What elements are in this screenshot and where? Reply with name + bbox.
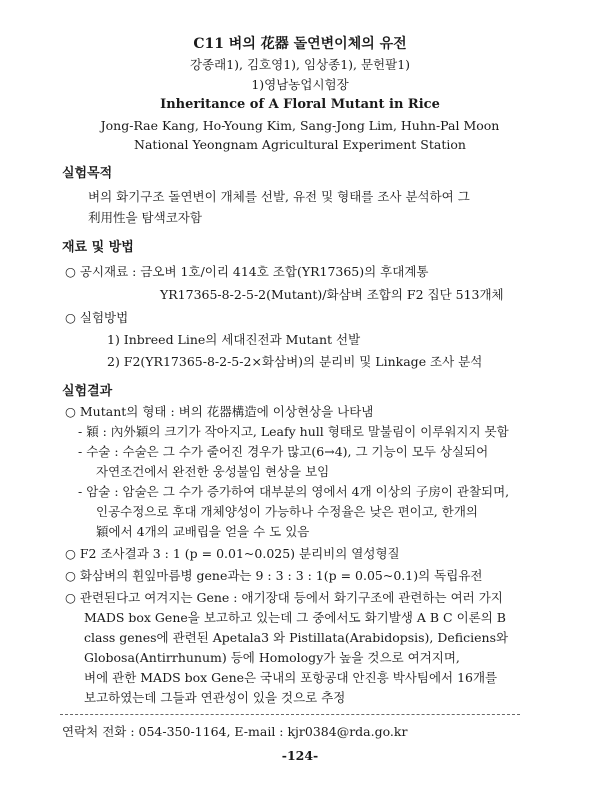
purpose-line: 벼의 화기구조 돌연변이 개체를 선발, 유전 및 형태를 조사 분석하여 그	[88, 189, 470, 204]
affiliation-korean: 1)영남농업시험장	[251, 77, 349, 92]
results-line: Globosa(Antirrhunum) 등에 Homology가 높을 것으로 여겨지며,	[84, 650, 460, 665]
affiliation-english: National Yeongnam Agricultural Experiment Station	[134, 137, 466, 152]
results-line: 穎에서 4개의 교배립을 얻을 수 도 있음	[96, 524, 310, 539]
title-english: Inheritance of A Floral Mutant in Rice	[160, 97, 440, 112]
page-number: -124-	[281, 748, 319, 763]
methods-line: YR17365-8-2-5-2(Mutant)/화삼벼 조합의 F2 집단 513개체	[160, 287, 504, 302]
results-line: 보고하였는데 그들과 연관성이 있을 것으로 추정	[84, 690, 346, 705]
results-line: ○ F2 조사결과 3 : 1 (p = 0.01~0.025) 분리비의 열성형질	[65, 546, 400, 561]
authors-english: Jong-Rae Kang, Ho-Young Kim, Sang-Jong Lim, Huhn-Pal Moon	[100, 118, 500, 133]
methods-line: 2) F2(YR17365-8-2-5-2×화삼벼)의 분리비 및 Linkage 조사 분석	[107, 354, 483, 369]
results-heading: 실험결과	[62, 384, 113, 399]
purpose-heading: 실험목적	[62, 166, 113, 181]
results-line: ○ Mutant의 형태 : 벼의 花器構造에 이상현상을 나타냄	[65, 404, 374, 419]
results-line: 벼에 관한 MADS box Gene은 국내의 포항공대 안진흥 박사팀에서 16개를	[84, 670, 498, 685]
authors-korean: 강종래1), 김호영1), 임상종1), 문헌팔1)	[189, 57, 411, 72]
footer-divider	[60, 714, 520, 715]
purpose-line: 利用性을 탐색코자함	[88, 210, 202, 225]
results-line: 인공수정으로 후대 개체양성이 가능하나 수정율은 낮은 편이고, 한개의	[96, 504, 478, 519]
contact-info: 연락처 전화 : 054-350-1164, E-mail : kjr0384@rda.go.kr	[62, 724, 408, 739]
paper-title: C11 벼의 花器 돌연변이체의 유전	[193, 36, 407, 52]
methods-line: 1) Inbreed Line의 세대진전과 Mutant 선발	[107, 332, 361, 347]
methods-line: ○ 공시재료 : 금오벼 1호/이리 414호 조합(YR17365)의 후대계통	[65, 264, 429, 279]
results-line: - 穎 : 內外穎의 크기가 작아지고, Leafy hull 형태로 말불림이 이루워지지 못함	[78, 424, 509, 439]
results-line: - 수술 : 수술은 그 수가 줄어진 경우가 많고(6→4), 그 기능이 모두 상실되어	[78, 444, 489, 459]
results-line: ○ 화삼벼의 휜잎마름병 gene과는 9 : 3 : 3 : 1(p = 0.05~0.1)의 독립유전	[65, 568, 483, 583]
results-line: class genes에 관련된 Apetala3 와 Pistillata(Arabidopsis), Deficiens와	[84, 630, 509, 645]
methods-line: ○ 실험방법	[65, 310, 129, 325]
results-line: - 암술 : 암술은 그 수가 증가하여 대부분의 영에서 4개 이상의 子房이 관찰되며,	[78, 484, 510, 499]
methods-heading: 재료 및 방법	[62, 240, 134, 255]
results-line: ○ 관련된다고 여겨지는 Gene : 애기장대 등에서 화기구조에 관련하는 여러 가지	[65, 590, 503, 605]
results-line: 자연조건에서 완전한 웅성불임 현상을 보임	[96, 464, 330, 479]
results-line: MADS box Gene을 보고하고 있는데 그 중에서도 화기발생 A B C 이론의 B	[84, 610, 506, 625]
